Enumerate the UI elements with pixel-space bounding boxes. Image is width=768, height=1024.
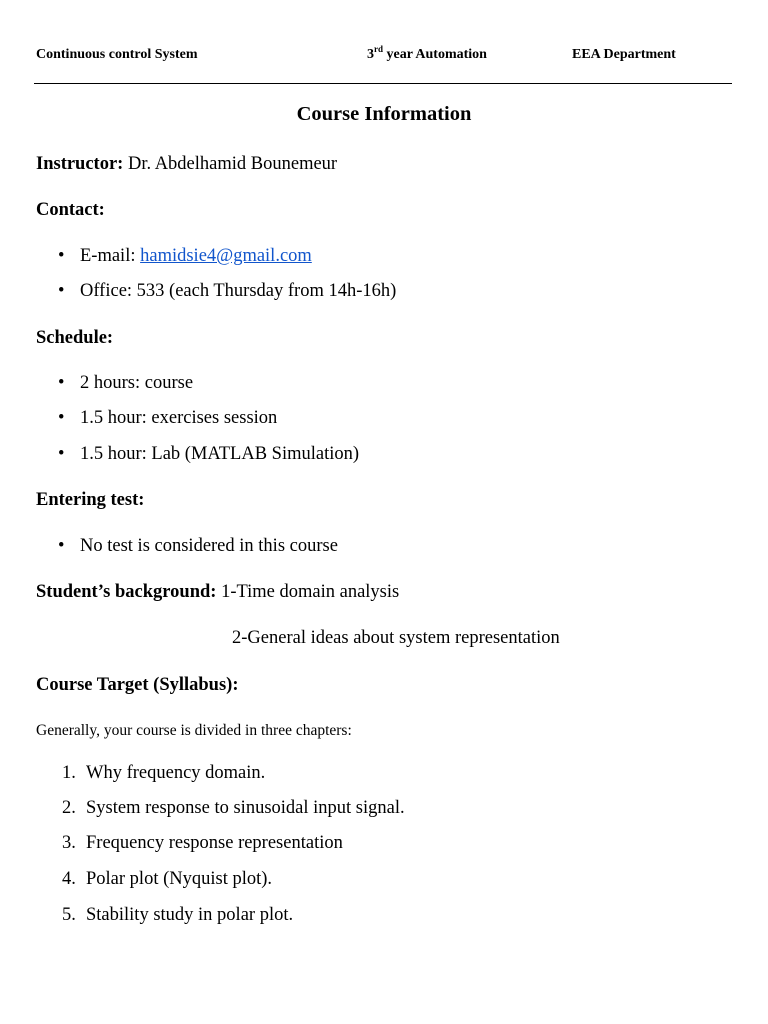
bullet-icon: • [58,373,65,393]
instructor-line [36,154,337,175]
target-intro: Generally, your course is divided in three chapters: [36,722,352,739]
list-item [58,373,193,394]
header-course: Continuous control System [36,47,198,62]
header-year [367,44,487,63]
list-item [62,905,293,926]
target-label: Course Target (Syllabus): [36,675,239,695]
list-item [58,281,396,302]
instructor-label: Instructor: [36,154,124,174]
schedule-label: Schedule: [36,328,114,348]
entering-test-heading [36,490,144,511]
contact-heading [36,200,105,221]
schedule-item: 1.5 hour: Lab (MATLAB Simulation) [80,444,360,464]
bullet-icon: • [58,444,65,464]
target-item: Stability study in polar plot. [86,905,294,925]
target-heading [36,675,239,696]
schedule-item: 1.5 hour: exercises session [80,408,278,428]
list-item [58,408,277,429]
bullet-icon: • [58,246,65,266]
target-item: Why frequency domain. [86,763,266,783]
list-number: 4. [62,869,76,889]
list-item [58,444,359,465]
background-label: Student’s background: [36,582,217,602]
instructor-value: Dr. Abdelhamid Bounemeur [123,154,338,174]
target-item: System response to sinusoidal input signal. [86,798,405,818]
header-year-rest: year Automation [383,47,487,62]
list-item [62,869,272,890]
background-item-1: 1-Time domain analysis [216,582,400,602]
entering-test-label: Entering test: [36,490,145,510]
list-item [58,536,338,557]
bullet-icon: • [58,281,65,301]
schedule-item: 2 hours: course [80,373,194,393]
background-line [36,582,399,603]
list-item [62,798,405,819]
entering-test-item: No test is considered in this course [80,536,338,556]
bullet-icon: • [58,408,65,428]
header-year-sup: rd [374,44,383,54]
target-item: Polar plot (Nyquist plot). [86,869,273,889]
target-item: Frequency response representation [86,833,343,853]
list-item [62,833,343,854]
list-number: 2. [62,798,76,818]
bullet-icon: • [58,536,65,556]
header-divider [34,83,732,84]
header-year-num: 3 [367,47,374,62]
page-title: Course Information [296,103,472,125]
list-number: 3. [62,833,76,853]
list-item [62,763,265,784]
email-link[interactable]: hamidsie4@gmail.com [140,246,312,266]
contact-label: Contact: [36,200,105,220]
list-item [58,246,312,267]
background-item-2: 2-General ideas about system representation [232,628,560,648]
schedule-heading [36,328,113,349]
list-number: 5. [62,905,76,925]
header-department: EEA Department [572,47,676,62]
list-number: 1. [62,763,76,783]
email-label: E-mail: [80,246,141,266]
office-text: Office: 533 (each Thursday from 14h-16h) [80,281,397,301]
